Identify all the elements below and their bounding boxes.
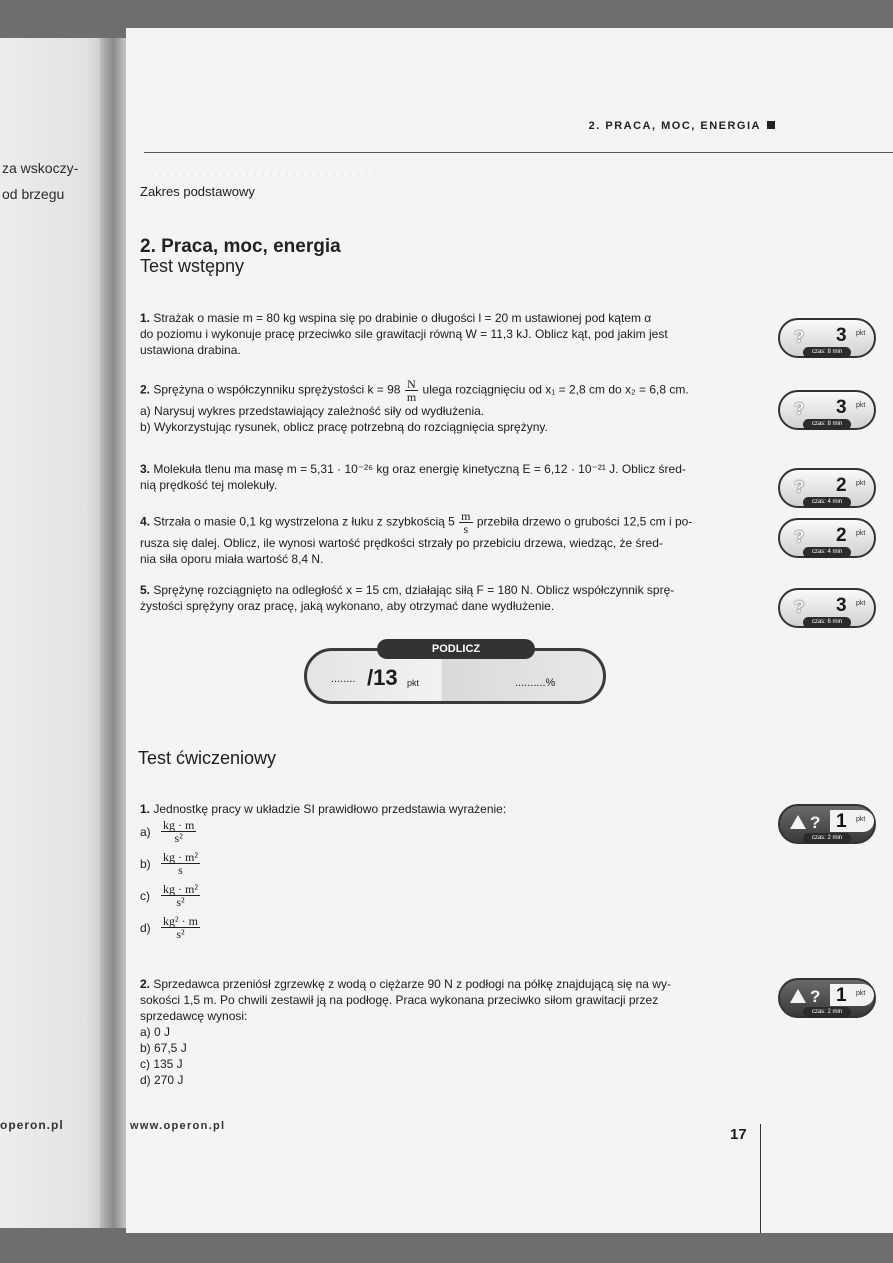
- fraction-denominator: s²: [176, 927, 185, 941]
- task-number: 2.: [140, 382, 151, 397]
- option-label: c): [140, 888, 150, 903]
- points-badge: [778, 390, 876, 430]
- left-page-url-fragment: operon.pl: [0, 1118, 64, 1132]
- badge-pkt-label: pkt: [856, 816, 866, 823]
- practice-task-1: [140, 801, 766, 947]
- option-a: [140, 819, 766, 851]
- task-text: przebiła drzewo o grubości 12,5 cm i po-: [476, 514, 693, 529]
- task-text: Strażak o masie m = 80 kg wspina się po drabinie o długości l = 20 m ustawionej pod kątem α: [153, 311, 652, 325]
- badge-points: 3: [836, 325, 847, 346]
- section-title-practice-test: Test ćwiczeniowy: [138, 748, 277, 768]
- task-text: sokości 1,5 m. Po chwili zestawił ją na podłogę. Praca wykonana przeciwko siłom grawitacji przez: [140, 993, 659, 1007]
- fraction-denominator: m: [406, 390, 417, 404]
- fraction-numerator: kg · m²: [163, 882, 198, 896]
- question-mark-icon: ?: [810, 813, 821, 832]
- warning-triangle-icon: [790, 815, 806, 829]
- option-b: [140, 851, 766, 883]
- running-header-title: 2. PRACA, MOC, ENERGIA: [588, 120, 761, 132]
- right-page: [126, 28, 893, 1233]
- question-mark-icon: ?: [794, 477, 805, 496]
- fraction-numerator: kg² · m: [163, 914, 198, 928]
- option-label: d): [140, 920, 151, 935]
- badge-points: 2: [836, 475, 847, 496]
- fraction: [161, 915, 200, 940]
- task-text: nia siła oporu miała wartość 8,4 N.: [140, 552, 324, 566]
- fraction-numerator: m: [461, 509, 471, 523]
- score-blank: ........: [331, 673, 356, 685]
- score-summary-box: [304, 643, 606, 704]
- fraction-denominator: s: [178, 863, 183, 877]
- score-pkt-label: pkt: [407, 678, 420, 688]
- task-text: Molekuła tlenu ma masę m = 5,31 · 10⁻²⁶ kg oraz energię kinetyczną E = 6,12 · 10⁻²¹ J. Oblicz śred-: [153, 462, 686, 476]
- task-number: 3.: [140, 462, 151, 476]
- badge-pkt-label: pkt: [856, 600, 866, 607]
- fraction: [161, 819, 196, 844]
- task-number: 1.: [140, 311, 151, 325]
- subtask-b: b) Wykorzystując rysunek, oblicz pracę potrzebną do rozciągnięcia sprężyny.: [140, 420, 548, 434]
- page-number-rule: [760, 1124, 761, 1233]
- task-text: nią prędkość tej molekuły.: [140, 478, 278, 492]
- practice-task-2: [140, 976, 766, 1088]
- badge-pkt-label: pkt: [856, 402, 866, 409]
- fraction: [161, 883, 200, 908]
- badge-points: 1: [836, 985, 847, 1006]
- subtask-a: a) Narysuj wykres przedstawiający zależność siły od wydłużenia.: [140, 404, 485, 418]
- task-text: żystości sprężyny oraz pracę, jaką wykonano, aby otrzymać dane wydłużenie.: [140, 599, 555, 613]
- task-5: [140, 582, 766, 614]
- points-badge: [778, 804, 876, 844]
- task-2: [140, 378, 766, 435]
- option-d: d) 270 J: [140, 1073, 184, 1087]
- section-title-initial-test: Test wstępny: [140, 256, 245, 276]
- option-label: b): [140, 856, 151, 871]
- footer-url: www.operon.pl: [130, 1120, 226, 1132]
- fraction-denominator: s²: [174, 831, 183, 845]
- task-text: do poziomu i wykonuje pracę przeciwko sile grawitacji równą W = 11,3 kJ. Oblicz kąt, pod jakim jest: [140, 327, 668, 341]
- question-mark-icon: ?: [794, 399, 805, 418]
- task-number: 5.: [140, 583, 151, 597]
- points-badge: [778, 318, 876, 358]
- task-text: Sprzedawca przeniósł zgrzewkę z wodą o ciężarze 90 N z podłogi na półkę znajdującą się na wy-: [153, 977, 671, 991]
- question-mark-icon: ?: [794, 597, 805, 616]
- question-mark-icon: ?: [794, 527, 805, 546]
- left-page-text-fragment: od brzegu: [2, 186, 65, 202]
- badge-pkt-label: pkt: [856, 330, 866, 337]
- task-text: Sprężynę rozciągnięto na odległość x = 15 cm, działając siłą F = 180 N. Oblicz współczynnik sprę-: [153, 583, 675, 597]
- badge-pkt-label: pkt: [856, 530, 866, 537]
- fraction: [459, 510, 472, 535]
- question-mark-icon: ?: [810, 987, 821, 1006]
- show-through-text: · · · · · · · · · · · · · · · · · · · · · · · · · · · · ·: [150, 166, 377, 181]
- running-header: [589, 120, 775, 132]
- points-badge: [778, 588, 876, 628]
- option-a: a) 0 J: [140, 1025, 171, 1039]
- option-b: b) 67,5 J: [140, 1041, 187, 1055]
- option-c: [140, 883, 766, 915]
- task-text: rusza się dalej. Oblicz, ile wynosi wartość prędkości strzały po przebiciu drzewa, wiedząc, że śred-: [140, 536, 663, 550]
- score-total: /13: [367, 665, 398, 690]
- task-1: [140, 310, 766, 358]
- page-number: 17: [730, 1126, 747, 1143]
- task-text: Jednostkę pracy w układzie SI prawidłowo przedstawia wyrażenie:: [153, 802, 507, 816]
- task-4: [140, 510, 766, 567]
- badge-points: 3: [836, 397, 847, 418]
- badge-pkt-label: pkt: [856, 480, 866, 487]
- task-text: sprzedawcę wynosi:: [140, 1009, 248, 1023]
- points-badge: [778, 978, 876, 1018]
- task-text: ustawiona drabina.: [140, 343, 241, 357]
- badge-time: czas: 6 min: [803, 617, 851, 628]
- task-number: 2.: [140, 977, 151, 991]
- badge-time: czas: 8 min: [803, 419, 851, 430]
- fraction-denominator: s: [463, 522, 469, 536]
- badge-time: czas: 2 min: [803, 833, 851, 844]
- points-badge: [778, 518, 876, 558]
- task-text: ulega rozciągnięciu od x₁ = 2,8 cm do x₂ = 6,8 cm.: [422, 382, 689, 397]
- question-mark-icon: ?: [794, 327, 805, 346]
- task-number: 1.: [140, 802, 151, 816]
- badge-time: czas: 4 min: [803, 547, 851, 558]
- warning-triangle-icon: [790, 989, 806, 1003]
- badge-time: czas: 4 min: [803, 497, 851, 508]
- score-tab-label: PODLICZ: [377, 639, 535, 659]
- badge-points: 1: [836, 811, 847, 832]
- badge-points: 2: [836, 525, 847, 546]
- points-badge: [778, 468, 876, 508]
- task-text: Sprężyna o współczynniku sprężystości k = 98: [153, 382, 401, 397]
- fraction-numerator: kg · m: [163, 818, 195, 832]
- chapter-title: 2. Praca, moc, energia: [140, 236, 341, 257]
- badge-time: czas: 2 min: [803, 1007, 851, 1018]
- fraction-numerator: kg · m²: [163, 850, 198, 864]
- fraction: [405, 378, 418, 403]
- left-page-text-fragment: za wskoczy-: [2, 160, 79, 176]
- fraction-denominator: s²: [176, 895, 185, 909]
- fraction: [161, 851, 200, 876]
- badge-time: czas: 8 min: [803, 347, 851, 358]
- option-c: c) 135 J: [140, 1057, 183, 1071]
- header-rule: [144, 152, 893, 153]
- fraction-numerator: N: [405, 378, 418, 391]
- badge-points: 3: [836, 595, 847, 616]
- option-d: [140, 915, 766, 947]
- task-text: Strzała o masie 0,1 kg wystrzelona z łuku z szybkością 5: [153, 514, 455, 529]
- badge-pkt-label: pkt: [856, 990, 866, 997]
- task-3: [140, 461, 766, 493]
- score-percent-blank: ..........%: [515, 677, 556, 689]
- option-label: a): [140, 824, 151, 839]
- task-number: 4.: [140, 514, 151, 529]
- square-marker-icon: [767, 121, 775, 129]
- scope-label: Zakres podstawowy: [140, 184, 255, 199]
